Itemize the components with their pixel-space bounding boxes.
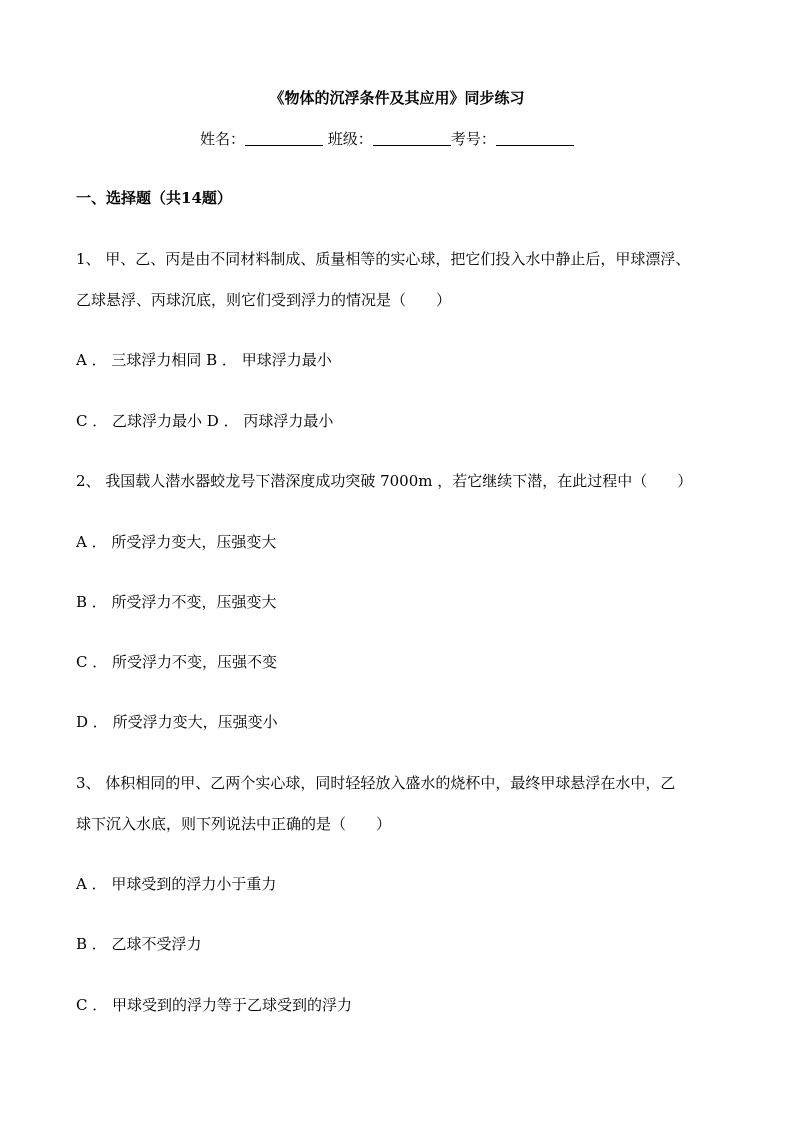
exam-label: 考号：: [450, 130, 496, 148]
question-2-line-1: 2、 我国载人潜水器蛟龙号下潜深度成功突破 7000m ，若它继续下潜，在此过程中（ ）: [76, 472, 693, 490]
class-label: 班级：: [327, 130, 373, 148]
section-heading: 一、选择题（共14题）: [76, 189, 232, 207]
exam-blank[interactable]: [496, 131, 574, 146]
question-2-option-d: D ． 所受浮力变大，压强变小: [76, 713, 278, 731]
question-1-options-ab: A ． 三球浮力相同 B ． 甲球浮力最小: [76, 351, 332, 369]
question-3-option-b: B ． 乙球不受浮力: [76, 935, 202, 953]
student-info-line: [200, 129, 574, 149]
class-blank[interactable]: [373, 131, 451, 146]
question-3-option-a: A ． 甲球受到的浮力小于重力: [76, 875, 277, 893]
question-1-line-2: 乙球悬浮、丙球沉底，则它们受到浮力的情况是（ ）: [76, 291, 452, 309]
name-label: 姓名：: [200, 130, 246, 148]
question-3-option-c: C ． 甲球受到的浮力等于乙球受到的浮力: [76, 996, 353, 1014]
name-blank[interactable]: [245, 131, 323, 146]
question-2-option-b: B ． 所受浮力不变，压强变大: [76, 593, 277, 611]
question-2-option-a: A ． 所受浮力变大，压强变大: [76, 533, 277, 551]
page-title: 《物体的沉浮条件及其应用》同步练习: [269, 89, 525, 107]
question-3-line-2: 球下沉入水底，则下列说法中正确的是（ ）: [76, 815, 392, 833]
question-1-options-cd: C ． 乙球浮力最小 D ． 丙球浮力最小: [76, 412, 334, 430]
question-3-line-1: 3、 体积相同的甲、乙两个实心球，同时轻轻放入盛水的烧杯中，最终甲球悬浮在水中，乙: [76, 774, 676, 792]
question-2-option-c: C ． 所受浮力不变，压强不变: [76, 653, 278, 671]
question-1-line-1: 1、 甲、乙、丙是由不同材料制成、质量相等的实心球，把它们投入水中静止后，甲球漂浮、: [76, 250, 691, 268]
